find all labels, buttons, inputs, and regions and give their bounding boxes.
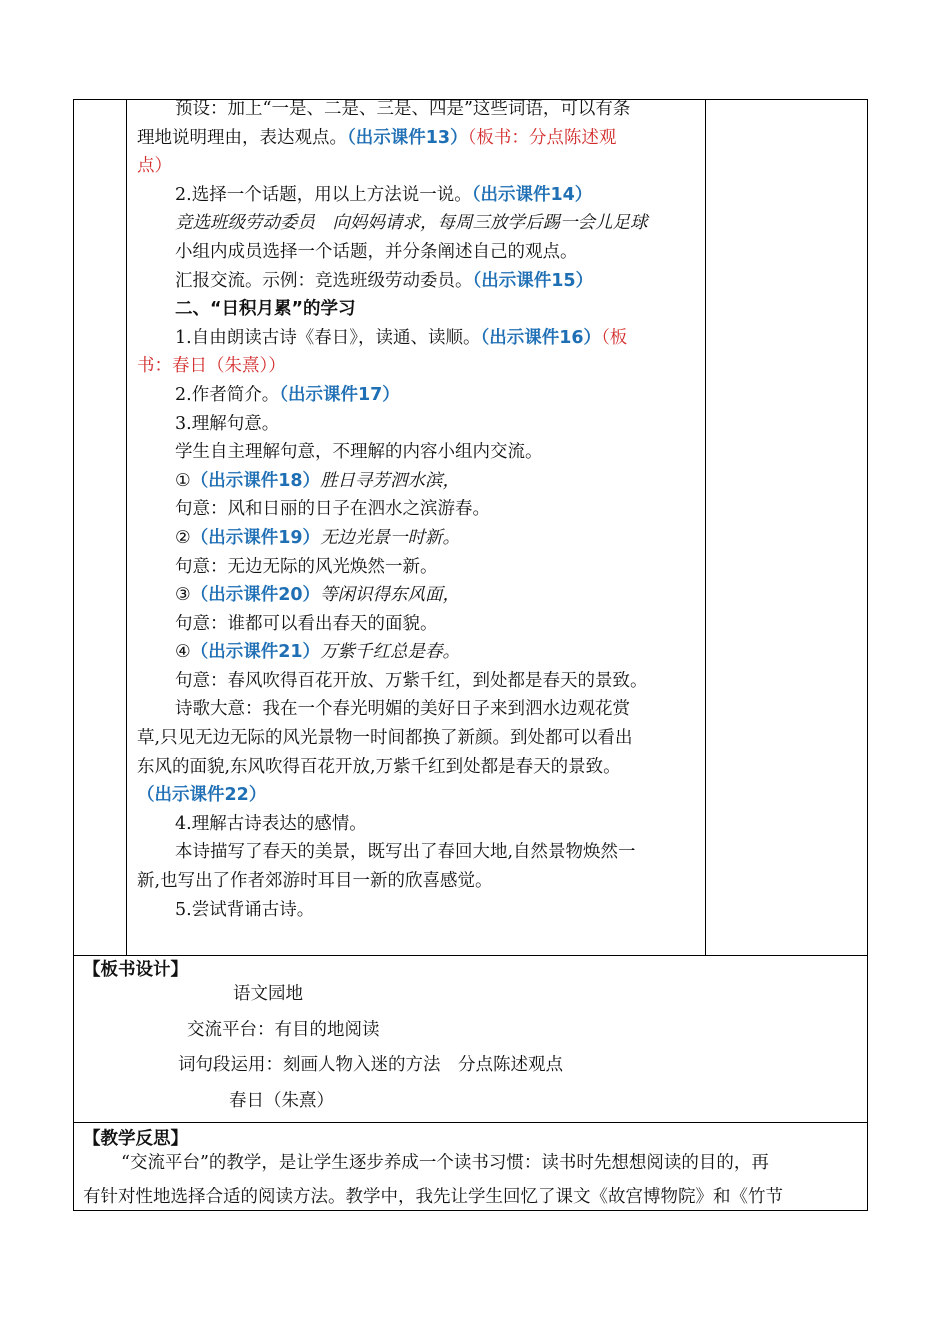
lesson-line	[137, 896, 697, 925]
lesson-text: 3.理解句意。	[175, 413, 280, 434]
lesson-text: （出示课件18）	[190, 470, 321, 491]
table-border-left	[73, 99, 74, 1211]
lesson-text: （出示课件21）	[190, 642, 321, 663]
lesson-text: 汇报交流。示例：竞选班级劳动委员。	[175, 270, 473, 291]
reflection-line-2: 有针对性地选择合适的阅读方法。教学中，我先让学生回忆了课文《故宫博物院》和《竹节	[83, 1187, 783, 1207]
lesson-line	[137, 553, 697, 582]
lesson-text: 句意：无边无际的风光焕然一新。	[175, 556, 438, 577]
lesson-line	[137, 581, 697, 610]
lesson-line	[137, 781, 697, 810]
lesson-text: 5.尝试背诵古诗。	[175, 899, 315, 920]
board-line-usage: 词句段运用：刻画人物入迷的方法 分点陈述观点	[178, 1055, 563, 1075]
lesson-line	[137, 209, 697, 238]
lesson-line	[137, 324, 697, 353]
lesson-text: （板书：分点陈述观	[467, 127, 617, 148]
lesson-line	[137, 352, 697, 381]
lesson-text: ①	[175, 470, 191, 491]
lesson-text: （出示课件13）	[347, 127, 468, 148]
lesson-line	[137, 810, 697, 839]
lesson-line	[137, 667, 697, 696]
lesson-text: 2.选择一个话题，用以上方法说一说。	[175, 184, 472, 205]
lesson-line	[137, 267, 697, 296]
row-divider-reflection	[73, 1122, 868, 1123]
lesson-line	[137, 495, 697, 524]
table-border-bottom	[73, 1210, 868, 1211]
lesson-text: （出示课件16）	[480, 327, 602, 348]
lesson-text: （出示课件20）	[190, 585, 321, 606]
lesson-text: 理地说明理由，表达观点。	[137, 127, 347, 148]
lesson-text: 胜日寻芳泗水滨，	[320, 470, 461, 491]
lesson-text: 万紫千红总是春。	[320, 642, 461, 663]
board-design-heading: 【板书设计】	[83, 960, 188, 980]
lesson-line	[137, 295, 697, 324]
reflection-heading: 【教学反思】	[83, 1129, 188, 1149]
lesson-line	[137, 838, 697, 867]
lesson-line	[137, 238, 697, 267]
lesson-table	[73, 99, 868, 1211]
lesson-text: 东风的面貌,东风吹得百花开放,万紫千红到处都是春天的景致。	[137, 756, 621, 777]
lesson-text: 句意：风和日丽的日子在泗水之滨游春。	[175, 499, 490, 520]
lesson-text: （出示课件14）	[471, 184, 593, 205]
lesson-text: 草,只见无边无际的风光景物一时间都换了新颜。到处都可以看出	[137, 728, 633, 749]
lesson-line	[137, 124, 697, 153]
lesson-text: ③	[175, 585, 191, 606]
lesson-text: 学生自主理解句意，不理解的内容小组内交流。	[175, 442, 543, 463]
lesson-text: 1.自由朗读古诗《春日》，读通、读顺。	[175, 327, 481, 348]
lesson-line	[137, 438, 697, 467]
lesson-text: 小组内成员选择一个话题，并分条阐述自己的观点。	[175, 241, 578, 262]
lesson-text: 竞选班级劳动委员 向妈妈请求，每周三放学后踢一会儿足球	[175, 213, 648, 234]
lesson-line	[137, 638, 697, 667]
lesson-text: ②	[175, 527, 191, 548]
lesson-text: 4.理解古诗表达的感情。	[175, 813, 367, 834]
lesson-text: （出示课件15）	[472, 270, 594, 291]
lesson-text: 本诗描写了春天的美景，既写出了春回大地,自然景物焕然一	[175, 842, 636, 863]
lesson-line	[137, 467, 697, 496]
board-line-platform: 交流平台：有目的地阅读	[187, 1020, 380, 1040]
lesson-text: 新,也写出了作者郊游时耳目一新的欣喜感觉。	[137, 871, 493, 892]
lesson-line	[137, 753, 697, 782]
lesson-text: （出示课件22）	[137, 785, 267, 806]
lesson-line	[137, 524, 697, 553]
lesson-line	[137, 867, 697, 896]
lesson-text: 等闲识得东风面，	[320, 585, 461, 606]
lesson-text: ④	[175, 642, 191, 663]
lesson-text: 二、“日积月累”的学习	[175, 299, 356, 320]
lesson-text: （出示课件19）	[190, 527, 321, 548]
lesson-line	[137, 181, 697, 210]
lesson-text: （出示课件17）	[279, 384, 400, 405]
lesson-text: 点）	[137, 156, 172, 177]
lesson-text: 句意：谁都可以看出春天的面貌。	[175, 613, 438, 634]
lesson-text: 2.作者简介。	[175, 384, 280, 405]
lesson-content	[137, 95, 697, 924]
lesson-line	[137, 152, 697, 181]
lesson-line	[137, 695, 697, 724]
lesson-text: 预设：加上“一是、二是、三是、四是”这些词语，可以有条	[175, 99, 631, 119]
lesson-line	[137, 724, 697, 753]
column-divider-right	[705, 99, 706, 956]
table-border-right	[867, 99, 868, 1211]
lesson-line	[137, 95, 697, 124]
lesson-line	[137, 610, 697, 639]
lesson-text: 句意：春风吹得百花开放、万紫千红，到处都是春天的景致。	[175, 670, 648, 691]
lesson-line	[137, 381, 697, 410]
board-line-poem: 春日（朱熹）	[229, 1091, 334, 1111]
lesson-line	[137, 410, 697, 439]
lesson-text: 书：春日（朱熹））	[137, 356, 286, 377]
column-divider-left	[126, 99, 127, 956]
row-divider-board	[73, 955, 868, 956]
lesson-text: 无边光景一时新。	[320, 527, 461, 548]
board-line-title: 语文园地	[233, 984, 303, 1004]
lesson-text: 诗歌大意：我在一个春光明媚的美好日子来到泗水边观花赏	[175, 699, 630, 720]
reflection-line-1: “交流平台”的教学，是让学生逐步养成一个读书习惯：读书时先想想阅读的目的，再	[121, 1153, 769, 1173]
lesson-text: （板	[601, 327, 628, 348]
